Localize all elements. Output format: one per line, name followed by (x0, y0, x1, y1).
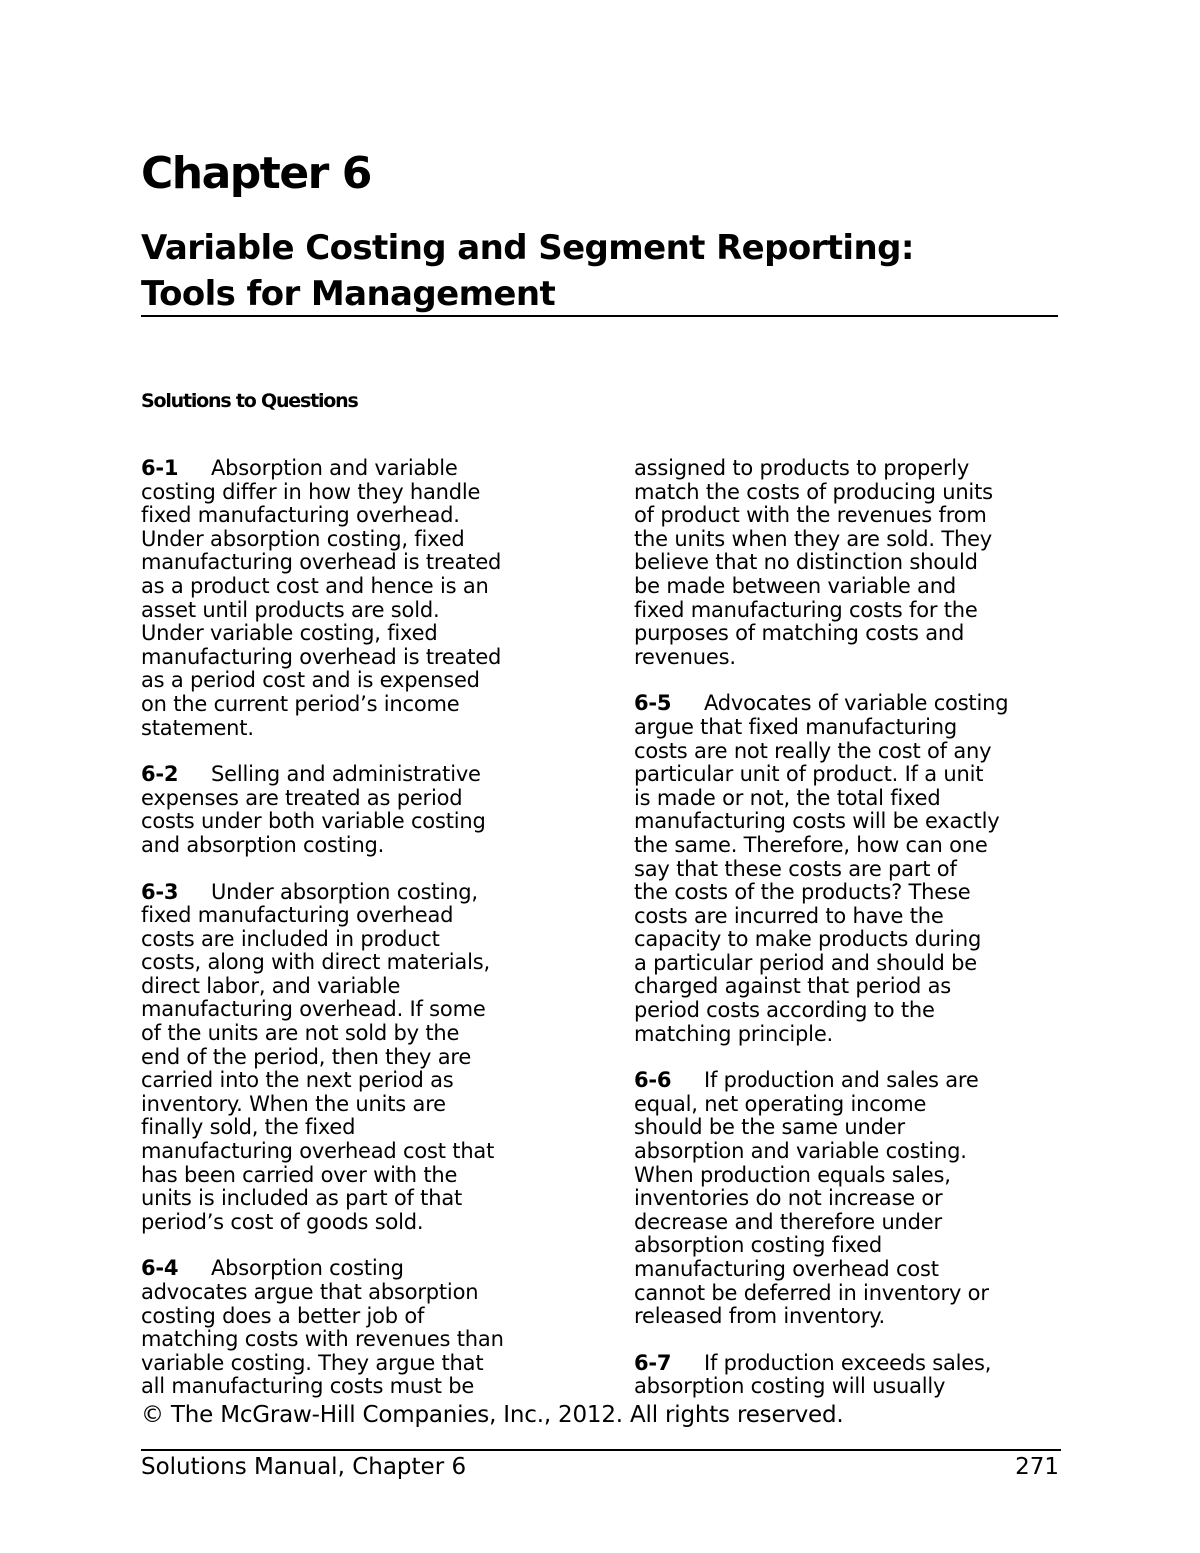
title-divider (141, 315, 1058, 317)
section-heading: Solutions to Questions (141, 390, 358, 412)
right-column (634, 457, 1074, 1422)
question-answer (141, 763, 591, 857)
question-number: 6-3 (141, 879, 179, 904)
answer-text: Absorption costing advocates argue that absorption costing does a better job of matching costs with revenues than variable costing. They argue that all manufacturing costs must be (141, 1256, 504, 1399)
question-answer (141, 1257, 591, 1399)
question-number: 6-2 (141, 762, 179, 787)
chapter-subtitle (141, 225, 1058, 317)
subtitle-line-1: Variable Costing and Segment Reporting: (141, 228, 914, 268)
answer-text: Selling and administrative expenses are treated as period costs under both variable costing and absorption costing. (141, 762, 486, 857)
answer-text: Advocates of variable costing argue that fixed manufacturing costs are not really the cost of any particular unit of product. If a unit is made or not, the total fixed manufacturing costs will be exactly the same. Therefore, how can one say that these costs are part of the costs of the products? These costs are incurred to have the capacity to make products during a particular period and should be charged against that period as period costs according to the matching principle. (634, 691, 1009, 1046)
chapter-title: Chapter 6 (141, 148, 371, 199)
answer-text: Under absorption costing, fixed manufacturing overhead costs are included in product costs, along with direct materials, direct labor, and variable manufacturing overhead. If some of the units are not sold by the end of the period, then they are carried into the next period as inventory. When the units are finally sold, the fixed manufacturing overhead cost that has been carried over with the units is included as part of that period’s cost of goods sold. (141, 879, 495, 1234)
question-number: 6-1 (141, 456, 179, 480)
question-number: 6-7 (634, 1350, 672, 1375)
question-number: 6-5 (634, 691, 672, 716)
answer-text: Absorption and variable costing differ in how they handle fixed manufacturing overhead. Under absorption costing, fixed manufacturing overhead is treated as a product cost and hence is an asset until products are sold. Under variable costing, fixed manufacturing overhead is treated as a period cost and is expensed on the current period’s income statement. (141, 456, 502, 740)
question-answer (634, 692, 1074, 1046)
subtitle-line-2: Tools for Management (141, 274, 556, 314)
question-answer (141, 881, 591, 1235)
page-number: 271 (1015, 1454, 1059, 1480)
answer-continuation: assigned to products to properly match the costs of producing units of product with the revenues from the units when they are sold. They believe that no distinction should be made between variable and fixed manufacturing costs for the purposes of matching costs and revenues. (634, 456, 993, 669)
footer-divider (141, 1449, 1061, 1451)
footer-title: Solutions Manual, Chapter 6 (141, 1454, 467, 1480)
question-answer (634, 1069, 1074, 1329)
answer-text: If production exceeds sales, absorption costing will usually (634, 1350, 992, 1399)
question-answer (141, 457, 591, 740)
question-number: 6-6 (634, 1068, 672, 1093)
answer-text: If production and sales are equal, net operating income should be the same under absorption and variable costing. When production equals sales, inventories do not increase or decrease and therefore under absorption costing fixed manufacturing overhead cost cannot be deferred in inventory or released from inventory. (634, 1068, 989, 1329)
left-column (141, 457, 591, 1422)
question-answer (634, 1352, 1074, 1399)
copyright-notice: © The McGraw-Hill Companies, Inc., 2012. All rights reserved. (141, 1402, 844, 1428)
question-number: 6-4 (141, 1256, 179, 1281)
